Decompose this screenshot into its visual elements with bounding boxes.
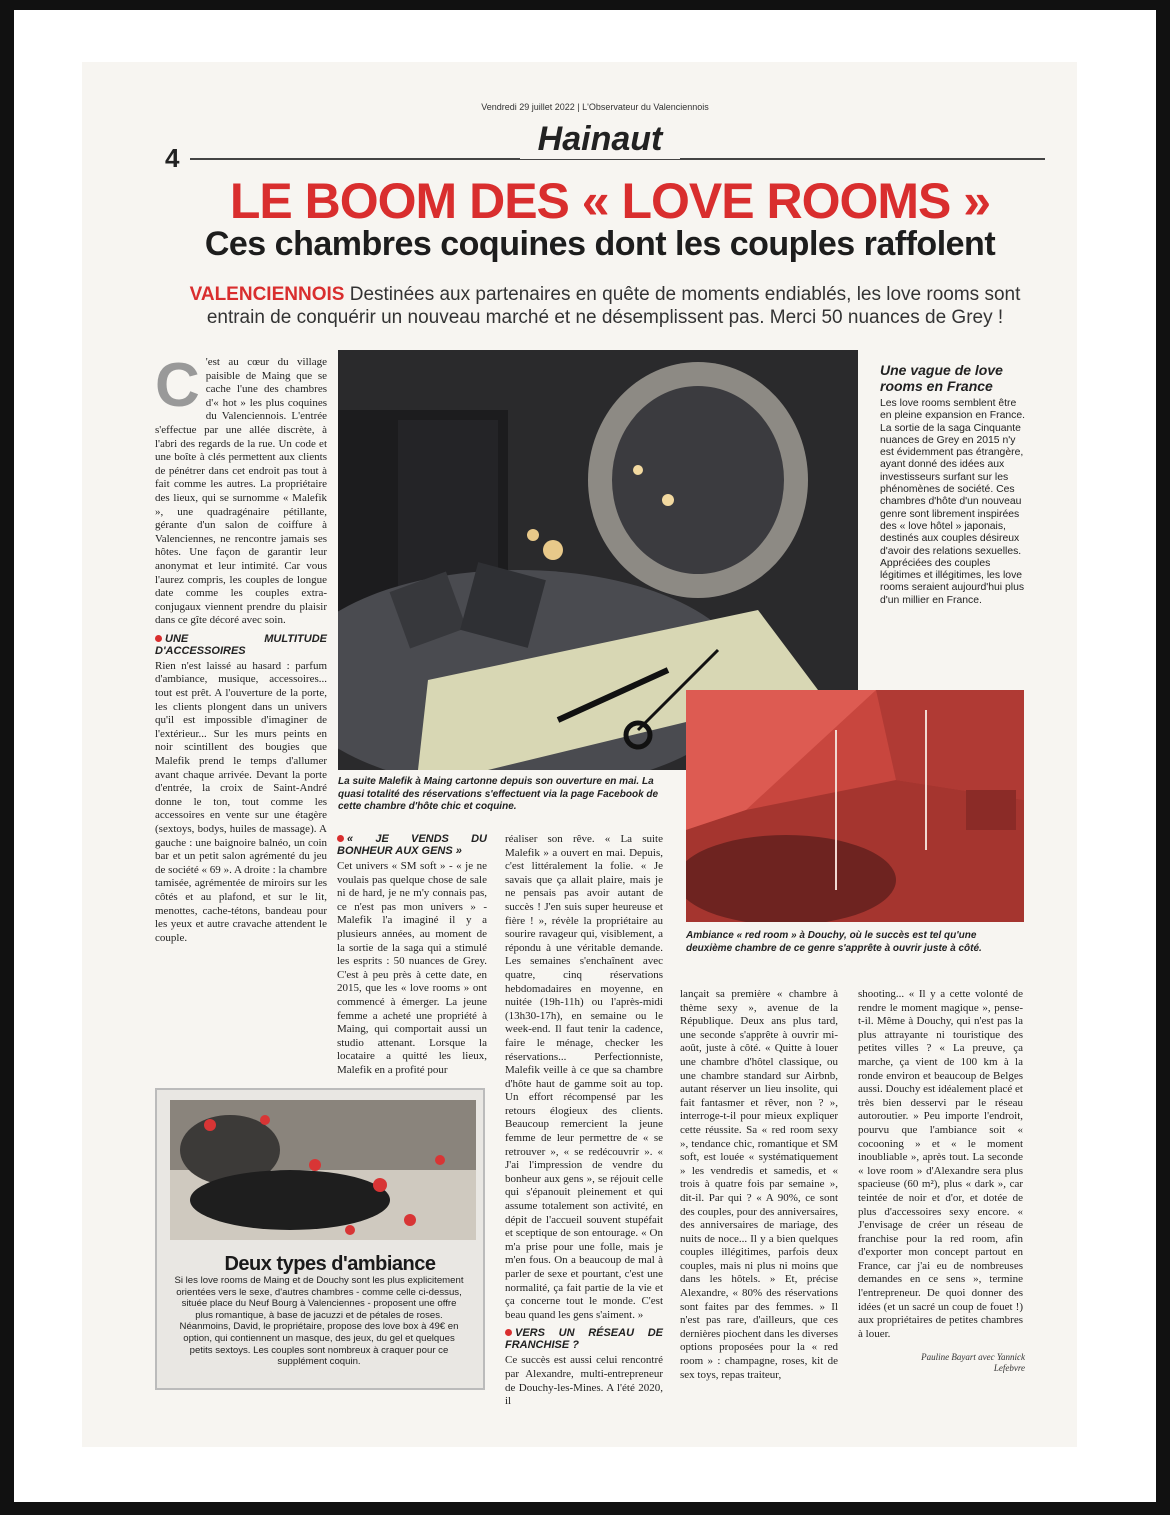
- col5-text: shooting... « Il y a cette volonté de rendre le moment magique », pense-t-il. Même à Douchy, qui n'est pas la plus attrayante ni touristique des petites villes ? « La preuve, ça marche, ça vient de 100 km à la ronde environ et beaucoup de Belges aussi. Douchy est idéalement placé et très bien desservi par le réseau autoroutier. » Peu importe l'endroit, pourvu que l'ambiance soit « cocooning » et « le moment inoubliable », après tout. La seconde « love room » d'Alexandre sera plus spacieuse (60 m²), plus « dark », car teintée de noir et d'or, et dotée de plus d'accessoires sexy encore. « J'envisage de créer un réseau de franchise pour la red room, afin d'exporter mon concept partout en France, car j'ai eu de nombreuses demandes en ce sens », termine l'entrepreneur. De quoi donner des idées (et un sacré un coup de fouet !) aux propriétaires de petites chambres à louer.: [858, 988, 1023, 1340]
- sidebar-title: Une vague de love rooms en France: [880, 362, 1003, 394]
- date-line: Vendredi 29 juillet 2022 | L'Observateur du Valenciennois: [481, 102, 709, 112]
- headline: LE BOOM DES « LOVE ROOMS »: [229, 173, 991, 229]
- intertitle-franchise: VERS UN RÉSEAU DE FRANCHISE ?: [505, 1327, 663, 1352]
- lead-kicker: VALENCIENNOIS: [189, 284, 345, 305]
- bullet-dot-icon: [505, 1329, 512, 1336]
- sidebar-body: Les love rooms semblent être en pleine expansion en France. La sortie de la saga Cinquante nuances de Grey en 2015 n'y est évidemment pas étrangère, ayant donné des idées aux investisseurs surfant sur les phénomènes de société. Ces chambres d'hôte d'un nouveau genre sont librement inspirées des « love hôtel » japonais, destinés aux couples désireux d'avoir des relations sexuelles. Appréciées des couples légitimes et illégitimes, les love rooms seraient aujourd'hui plus d'un millier en France.: [880, 398, 1025, 606]
- box-title: Deux types d'ambiance: [224, 1253, 436, 1275]
- article-column-3: [505, 833, 663, 1409]
- photo-romantic-room: [170, 1100, 476, 1240]
- col1-part2: Rien n'est laissé au hasard : parfum d'ambiance, musique, accessoires... tout est prêt. A l'ouverture de la porte, les clients plongent dans un univers qu'il est impossible d'imaginer de l'extérieur... Sur les murs peints en noir scintillent des bougies que Malefik prend le temps d'allumer avant chaque arrivée. Devant la porte d'entrée, la croix de Saint-André donne le ton, tout comme les accessoires en vente sur une étagère (sextoys, bodys, huiles de massage). A gauche : une baignoire balnéo, un coin bar et un petit salon agrémenté du jeu de société « 69 ». A droite : la chambre tamisée, agrémentée de miroirs sur les côtés et au plafond, et sur le lit, menottes, cache-tétons, bandeau pour les yeux et autre cravache attendent le couple.: [155, 659, 327, 944]
- lead-text: Destinées aux partenaires en quête de moments endiablés, les love rooms sont entrain de conquérir un nouveau marché et ne désemplissent pas. Merci 50 nuances de Grey !: [206, 284, 1021, 328]
- article-column-2: [337, 833, 487, 1078]
- bullet-dot-icon: [337, 835, 344, 842]
- photo1-caption: La suite Malefik à Maing cartonne depuis son ouverture en mai. La quasi totalité des réservations s'effectuent via la page Facebook de cette chambre d'hôte chic et coquine.: [338, 776, 659, 812]
- photo2-caption: Ambiance « red room » à Douchy, où le succès est tel qu'une deuxième chambre de ce genre s'apprête à ouvrir juste à côté.: [686, 930, 982, 954]
- section-title: Hainaut: [520, 120, 680, 159]
- intertitle-bonheur: « JE VENDS DU BONHEUR AUX GENS »: [337, 833, 487, 857]
- col2-text: Cet univers « SM soft » - « je ne voulais pas quelque chose de sale ni de hard, je ne m'y connais pas, ce n'est pas mon univers » - Malefik l'a imaginé il y a plusieurs années, au moment de la sortie de la saga qui a stimulé les esprits : 50 nuances de Grey. C'est à peu près à cette date, en 2015, que les « love rooms » ont commencé à émerger. La jeune femme a acheté une propriété à Maing, qui comportait aussi un studio attenant. Lorsque la locataire a quitté les lieux, Malefik en a profité pour: [337, 860, 487, 1076]
- article-column-5: [858, 988, 1023, 1341]
- page-number: 4: [165, 143, 180, 173]
- dropcap: C: [155, 351, 200, 420]
- lead-paragraph: [170, 283, 1040, 329]
- article-column-4: [680, 988, 838, 1382]
- photo-red-room: [686, 690, 1024, 922]
- col3-part2: Ce succès est aussi celui rencontré par Alexandre, multi-entrepreneur de Douchy-les-Mines. A l'été 2020, il: [505, 1354, 663, 1408]
- intertitle-accessoires: UNE MULTITUDE D'ACCESSOIRES: [155, 632, 327, 657]
- col1-intro: 'est au cœur du village paisible de Maing que se cache l'une des chambres d'« hot » les plus coquines du Valenciennois. L'entrée s'effectue par une allée discrète, à l'abri des regards de la rue. Un code et une boîte à clés permettent aux clients de pénétrer dans cet endroit pas tout à fait comme les autres. La propriétaire des lieux, qui se surnomme « Malefik », une quadragénaire pétillante, gérante d'un salon de coiffure à Valenciennes, ne rencontre jamais ses hôtes. Une façon de garantir leur anonymat et leur intimité. Car vous l'aurez compris, les couples de longue date comme les couples extra-conjugaux viennent prendre du plaisir dans ce gîte décoré avec soin.: [155, 356, 327, 627]
- bullet-dot-icon: [155, 635, 162, 642]
- byline-signature: Pauline Bayart avec Yannick Lefebvre: [921, 1352, 1025, 1373]
- box-body: Si les love rooms de Maing et de Douchy sont les plus explicitement orientées vers le sexe, d'autres chambres - comme celle ci-dessus, située place du Neuf Bourg à Valenciennes - proposent une offre plus romantique, à base de jacuzzi et de pétales de roses. Néanmoins, David, le propriétaire, propose des love box à 49€ en option, qui contiennent un masque, des jeux, du gel et quelques petits sextoys. Les couples sont nombreux à craquer pour ce supplément coquin.: [174, 1275, 464, 1368]
- col4-text: lançait sa première « chambre à thème sexy », avenue de la République. Deux ans plus tard, une seconde s'apprête à ouvrir mi-août, juste à côté. « Quitte à louer une chambre d'hôtel classique, ou une chambre standard sur Airbnb, autant réserver un lieu insolite, qui fait fantasmer et rêver, non ? », interroge-t-il pour mieux expliquer cette réussite. Sa « red room sexy », tendance chic, romantique et SM soft, est louée « systématiquement » les vendredis et samedis, et « trois à quatre fois par semaine », dit-il. Par qui ? « A 90%, ce sont des couples, pour des anniversaires, des anniversaires de mariage, des nuits de noce... Il y a bien quelques couples illégitimes, parfois deux couples, mais ni plus ni moins que dans les hôtels. » Et, précise Alexandre, « 80% des réservations sont faites par des femmes. » Il n'est pas rare, d'ailleurs, que ces dernières piochent dans les diverses options proposées pour la « red room » : champagne, roses, kit de sex toys, repas traiteur,: [680, 988, 838, 1381]
- col3-text: réaliser son rêve. « La suite Malefik » a ouvert en mai. Depuis, c'est littéralement la folie. « Je savais que ça allait plaire, mais je ne pensais pas avoir autant de succès ! J'en suis super heureuse et fière ! », révèle la propriétaire au sourire ravageur qui, visiblement, a répondu à une véritable demande. Les semaines s'enchaînent avec quatre, cinq réservations hebdomadaires en moyenne, en nuitée (19h-11h) ou l'après-midi (13h30-17h), en semaine ou le week-end. Il faut tenir la cadence, faire le ménage, checker les réservations... Perfectionniste, Malefik veille à ce que sa chambre d'hôte haut de gamme soit au top. Un effort récompensé par les retours élogieux des clients. Beaucoup remercient la jeune femme de leur permettre de « se retrouver », « se redécouvrir ». « J'ai l'impression de vendre du bonheur aux gens », se réjouit celle qui s'épanouit pleinement et qui assume totalement son activité, en dépit de l'accueil souvent stupéfait et sceptique de son entourage. « On m'a prise pour une folle, mais je m'en fous. On a beaucoup de mal à parler de sexe et pourtant, c'est une normalité, ça fait partie de la vie et ça concerne tout le monde. C'est beau quand les gens s'aiment. »: [505, 833, 663, 1321]
- subheadline: Ces chambres coquines dont les couples raffolent: [204, 225, 996, 263]
- article-column-1: [155, 351, 327, 945]
